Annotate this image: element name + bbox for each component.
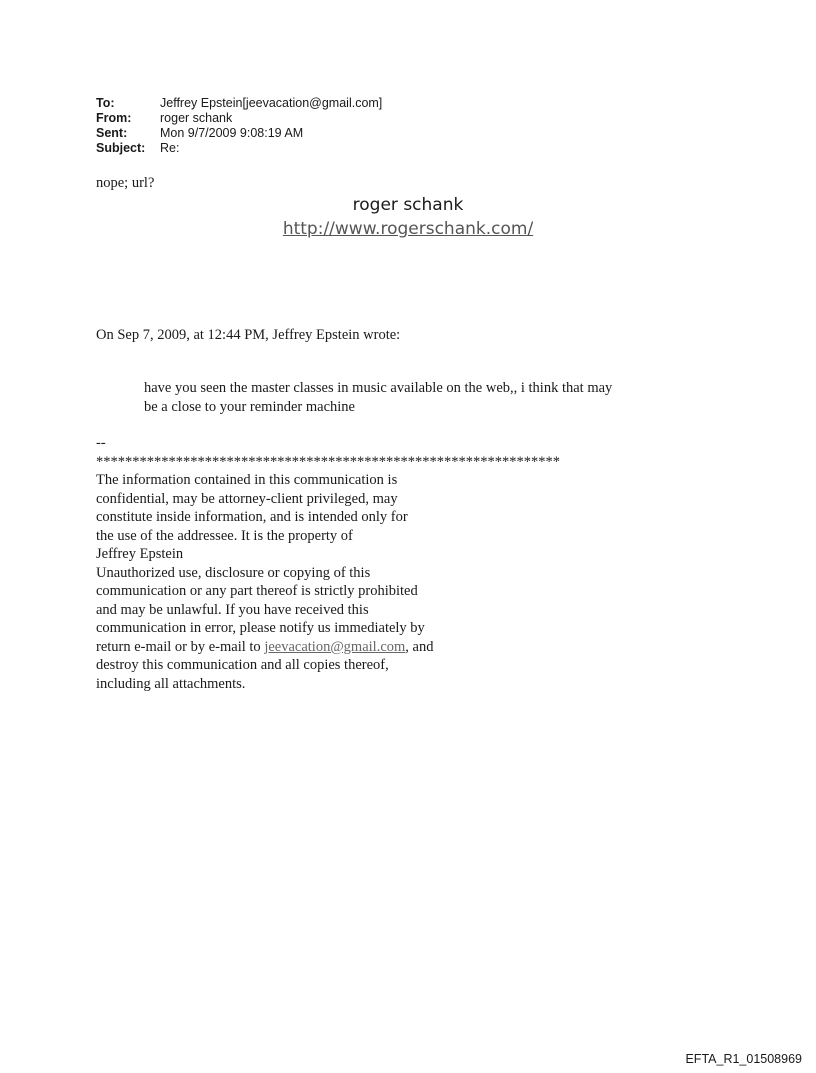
from-row [96,111,382,126]
from-label: From: [96,111,132,125]
disclaimer-line: communication in error, please notify us immediately by [96,620,425,636]
subject-label: Subject: [96,141,146,155]
quote-attribution: On Sep 7, 2009, at 12:44 PM, Jeffrey Epstein wrote: [96,327,401,343]
disclaimer-line: including all attachments. [96,675,246,692]
quoted-line: have you seen the master classes in music available on the web,, i think that may [144,380,613,396]
sent-label: Sent: [96,126,128,140]
sent-row [96,126,382,141]
separator: -- [96,435,106,451]
disclaimer-line: the use of the addressee. It is the property of [96,527,353,544]
email-header [96,96,382,156]
email-link[interactable]: jeevacation@gmail.com [264,638,406,655]
disclaimer-line: Unauthorized use, disclosure or copying of this [96,564,371,581]
disclaimer-line: Jeffrey Epstein [96,546,184,562]
disclaimer-line: communication or any part thereof is strictly prohibited [96,583,418,599]
signature-url-link[interactable]: http://www.rogerschank.com/ [282,219,534,239]
return-suffix: , and [405,638,434,655]
subject-value: Re: [160,141,180,155]
signature-name: roger schank [352,195,464,215]
disclaimer-line: constitute inside information, and is intended only for [96,509,408,525]
to-label: To: [96,96,115,110]
quoted-message [144,379,684,416]
disclaimer-line: The information contained in this communication is [96,472,398,488]
to-row [96,96,382,111]
to-value: Jeffrey Epstein[jeevacation@gmail.com] [160,96,383,110]
sent-value: Mon 9/7/2009 9:08:19 AM [160,126,304,140]
document-id: EFTA_R1_01508969 [685,1052,802,1066]
disclaimer-return-line [96,638,616,657]
star-divider: **************************************************************** [96,453,560,470]
disclaimer-block [96,434,616,693]
reply-text: nope; url? [96,175,155,191]
disclaimer-line: confidential, may be attorney-client privileged, may [96,490,398,507]
disclaimer-line: destroy this communication and all copies thereof, [96,657,389,673]
signature-block [0,193,816,241]
return-prefix: return e-mail or by e-mail to [96,638,265,655]
subject-row [96,141,382,156]
from-value: roger schank [160,111,233,125]
disclaimer-line: and may be unlawful. If you have received this [96,601,369,618]
quoted-line: be a close to your reminder machine [144,398,355,415]
